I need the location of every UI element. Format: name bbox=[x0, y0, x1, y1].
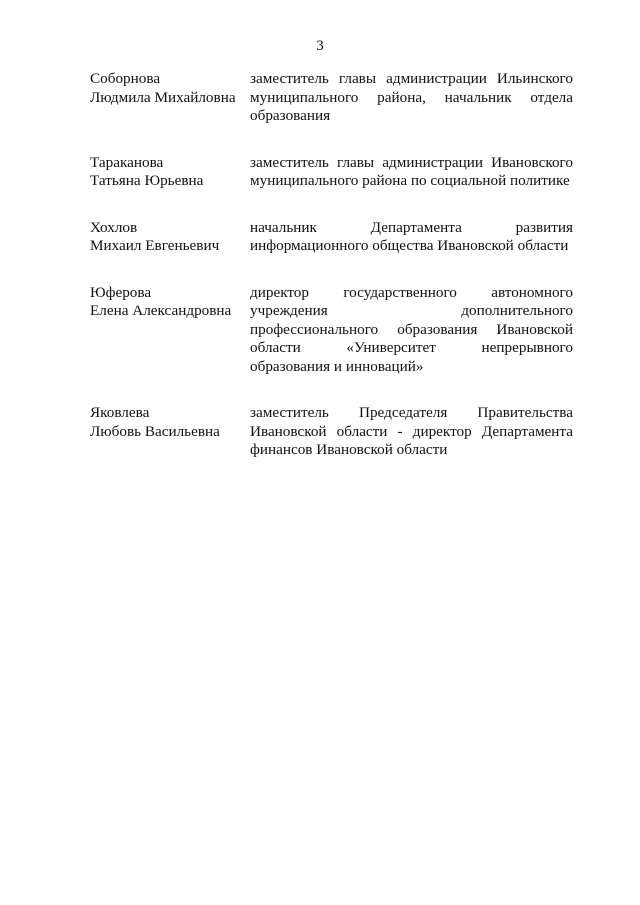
member-position: директор государственного автономного учреждения дополнительного профессионального образования Ивановской области «Университет непрерывного образования и инноваций» bbox=[250, 283, 573, 375]
member-name bbox=[90, 154, 250, 191]
member-surname: Хохлов bbox=[90, 218, 138, 236]
member-position: заместитель главы администрации Ивановского муниципального района по социальной политике bbox=[250, 153, 573, 189]
member-given-names: Татьяна Юрьевна bbox=[90, 172, 204, 189]
member-surname: Яковлева bbox=[90, 404, 150, 421]
member-given-names: Любовь Васильевна bbox=[90, 422, 220, 440]
list-item bbox=[90, 70, 573, 126]
member-given-names: Людмила Михайловна bbox=[90, 88, 236, 106]
list-item bbox=[90, 154, 573, 191]
list-item bbox=[90, 284, 573, 377]
member-position: заместитель главы администрации Ильинского муниципального района, начальник отдела образования bbox=[250, 70, 573, 124]
member-name bbox=[90, 219, 250, 256]
page-number: 3 bbox=[316, 38, 324, 54]
member-surname: Тараканова bbox=[90, 153, 164, 171]
members-list bbox=[90, 70, 573, 480]
member-surname: Юферова bbox=[90, 283, 152, 301]
list-item bbox=[90, 404, 573, 460]
member-position: заместитель Председателя Правительства Ивановской области - директор Департамента финансов Ивановской области bbox=[250, 404, 573, 458]
member-name bbox=[90, 284, 250, 377]
member-position: начальник Департамента развития информационного общества Ивановской области bbox=[250, 218, 573, 254]
member-name bbox=[90, 70, 250, 126]
member-given-names: Елена Александровна bbox=[90, 302, 232, 319]
member-name bbox=[90, 404, 250, 460]
member-surname: Собoрнова bbox=[90, 70, 161, 87]
member-given-names: Михаил Евгеньевич bbox=[90, 237, 220, 254]
list-item bbox=[90, 219, 573, 256]
